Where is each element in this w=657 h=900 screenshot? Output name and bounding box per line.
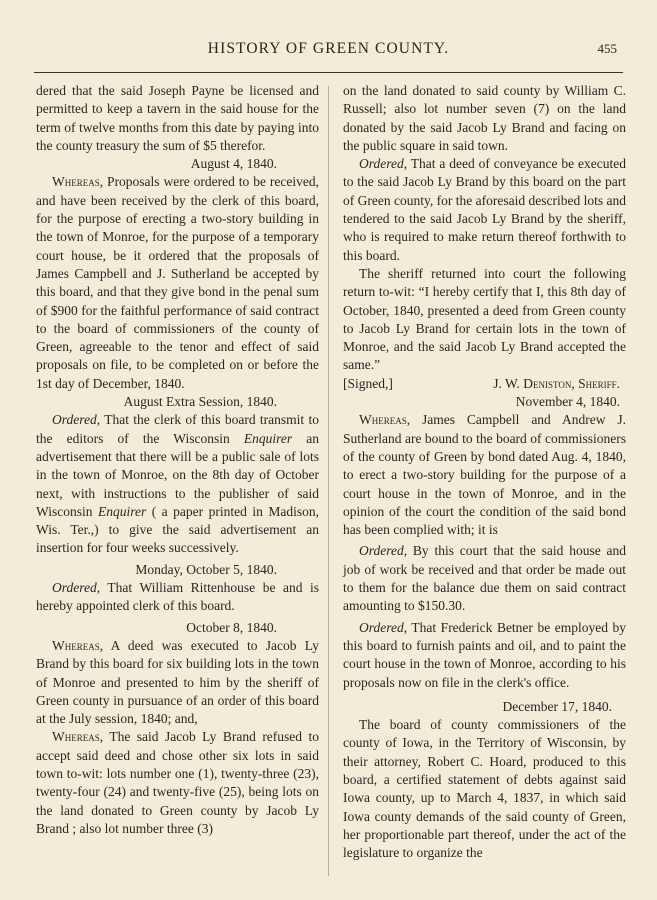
paragraph-text: an advertisement that there will be a public sale of lots in the town of Monroe, on the 8th day of October next, with instructions to the publisher of said Wisconsin — [36, 430, 319, 519]
paragraph-lead: Ordered, — [359, 156, 408, 172]
paragraph: The sheriff returned into court the following return to-wit: “I hereby certify that I, this 8th day of October, 1840, presented a deed from Green county to Jacob Ly Brand for certain lots in the town of Monroe, and the said Jacob Ly Brand accepted the same.” — [343, 265, 626, 373]
paragraph-text: James Campbell and Andrew J. Sutherland are bound to the board of commissioners of the county of Green by bond dated Aug. 4, 1840, to erect a two-story building for the purpose of a court house in the town of Monroe, and in the opinion of the court the condition of the said bond has been complied with; it is — [343, 412, 626, 538]
date-heading: November 4, 1840. — [515, 394, 620, 410]
paragraph-text: A deed was executed to Jacob Ly Brand by this board for six building lots in the town of Monroe and presented to him by the sheriff of Green county in pursuance of an order of this board at the July session, 1840; and, — [36, 637, 319, 727]
paragraph — [36, 637, 319, 728]
date-heading: August Extra Session, 1840. — [123, 394, 277, 410]
paragraph — [36, 728, 319, 838]
page-number: 455 — [597, 41, 617, 56]
paragraph-text: That a deed of conveyance be executed to the said Jacob Ly Brand by this board on the part of Green county, for the aforesaid described lots and tendered to the said Jacob Ly Brand by the sheriff, who is required to make return thereof forthwith to this board. — [343, 156, 626, 263]
paragraph-text: That Frederick Betner be employed by this board to furnish paints and oil, and to paint the court house in the town of Monroe, according to his proposals now on file in the clerk's office. — [343, 619, 626, 690]
left-column — [36, 82, 319, 838]
paragraph-lead: Ordered, — [52, 412, 101, 428]
paragraph: dered that the said Joseph Payne be licensed and permitted to keep a tavern in the said house for the term of twelve months from this date by paying into the county treasury the sum of $5 therefor. — [36, 83, 319, 153]
date-heading: Monday, October 5, 1840. — [135, 561, 277, 577]
paragraph-text: That the clerk of this board transmit to the editors of the Wisconsin — [36, 412, 319, 446]
paragraph-lead: Ordered, — [359, 543, 408, 559]
date-heading: August 4, 1840. — [190, 156, 277, 172]
paragraph — [343, 619, 626, 692]
paragraph-text: The said Jacob Ly Brand refused to accept said deed and chose other six lots in said town to-wit: lots number one (1), twenty-three (23), twenty-four (24) and twenty-five (25), being lots on the land donated to Green county by Jacob Ly Brand ; also lot number three (3) — [36, 729, 319, 836]
date-heading: December 17, 1840. — [502, 698, 612, 714]
paragraph — [343, 155, 626, 265]
paragraph-text: That William Rittenhouse be and is hereby appointed clerk of this board. — [36, 580, 319, 614]
page-title: HISTORY OF GREEN COUNTY. — [207, 40, 450, 57]
paragraph — [343, 411, 626, 539]
paragraph — [343, 542, 626, 615]
signature-line — [343, 375, 626, 393]
paragraph-lead: Ordered, — [359, 619, 408, 635]
newspaper-name: Enquirer — [97, 503, 147, 519]
newspaper-name: Enquirer — [243, 430, 293, 446]
running-header — [36, 38, 621, 62]
paragraph: The board of county commissioners of the county of Iowa, in the Territory of Wisconsin, by their attorney, Robert C. Hoard, produced to this board, a certified statement of debts against said Iowa county, up to March 4, 1837, in which said Iowa county demands of the said county of Green, her proportionable part thereof, under the act of the legislature to organize the — [343, 717, 626, 861]
date-heading: October 8, 1840. — [186, 619, 277, 635]
paragraph-lead: Whereas, — [52, 174, 104, 190]
paragraph-lead: Ordered, — [52, 580, 101, 596]
paragraph-lead: Whereas, — [52, 729, 104, 745]
paragraph — [36, 411, 319, 557]
paragraph-text: By this court that the said house and job of work be received and that order be made out to them for the balance due them on said contract amounting to $150.30. — [343, 543, 626, 614]
paragraph-lead: Whereas, — [52, 637, 104, 653]
signed-name: J. W. Deniston, Sheriff. — [493, 375, 620, 391]
paragraph-text: ( a paper printed in Madison, Wis. Ter.,) to give the said advertisement an insertion for four weeks successively. — [36, 503, 319, 556]
paragraph — [36, 173, 319, 393]
paragraph-text: Proposals were ordered to be received, and have been received by the clerk of this board, for the purpose of erecting a two-story building in the town of Monroe, for the purpose of a temporary court house, be it ordered that the proposals of James Campbell and J. Sutherland be accepted by this board, and that they give bond in the penal sum of $900 for the faithful performance of said contract to the board of commissioners of the county of Green, agreeable to the tenor and effect of said proposals on file, to be completed on or before the 1st day of December, 1840. — [36, 174, 319, 391]
column-divider — [328, 86, 329, 876]
paragraph — [36, 579, 319, 616]
right-column — [343, 82, 626, 862]
header-rule — [34, 72, 623, 73]
paragraph: on the land donated to said county by William C. Russell; also lot number seven (7) on the land donated by the said Jacob Ly Brand and facing on the public square in said town. — [343, 83, 626, 153]
signed-label: [Signed,] — [343, 375, 393, 391]
paragraph-lead: Whereas, — [359, 412, 411, 428]
